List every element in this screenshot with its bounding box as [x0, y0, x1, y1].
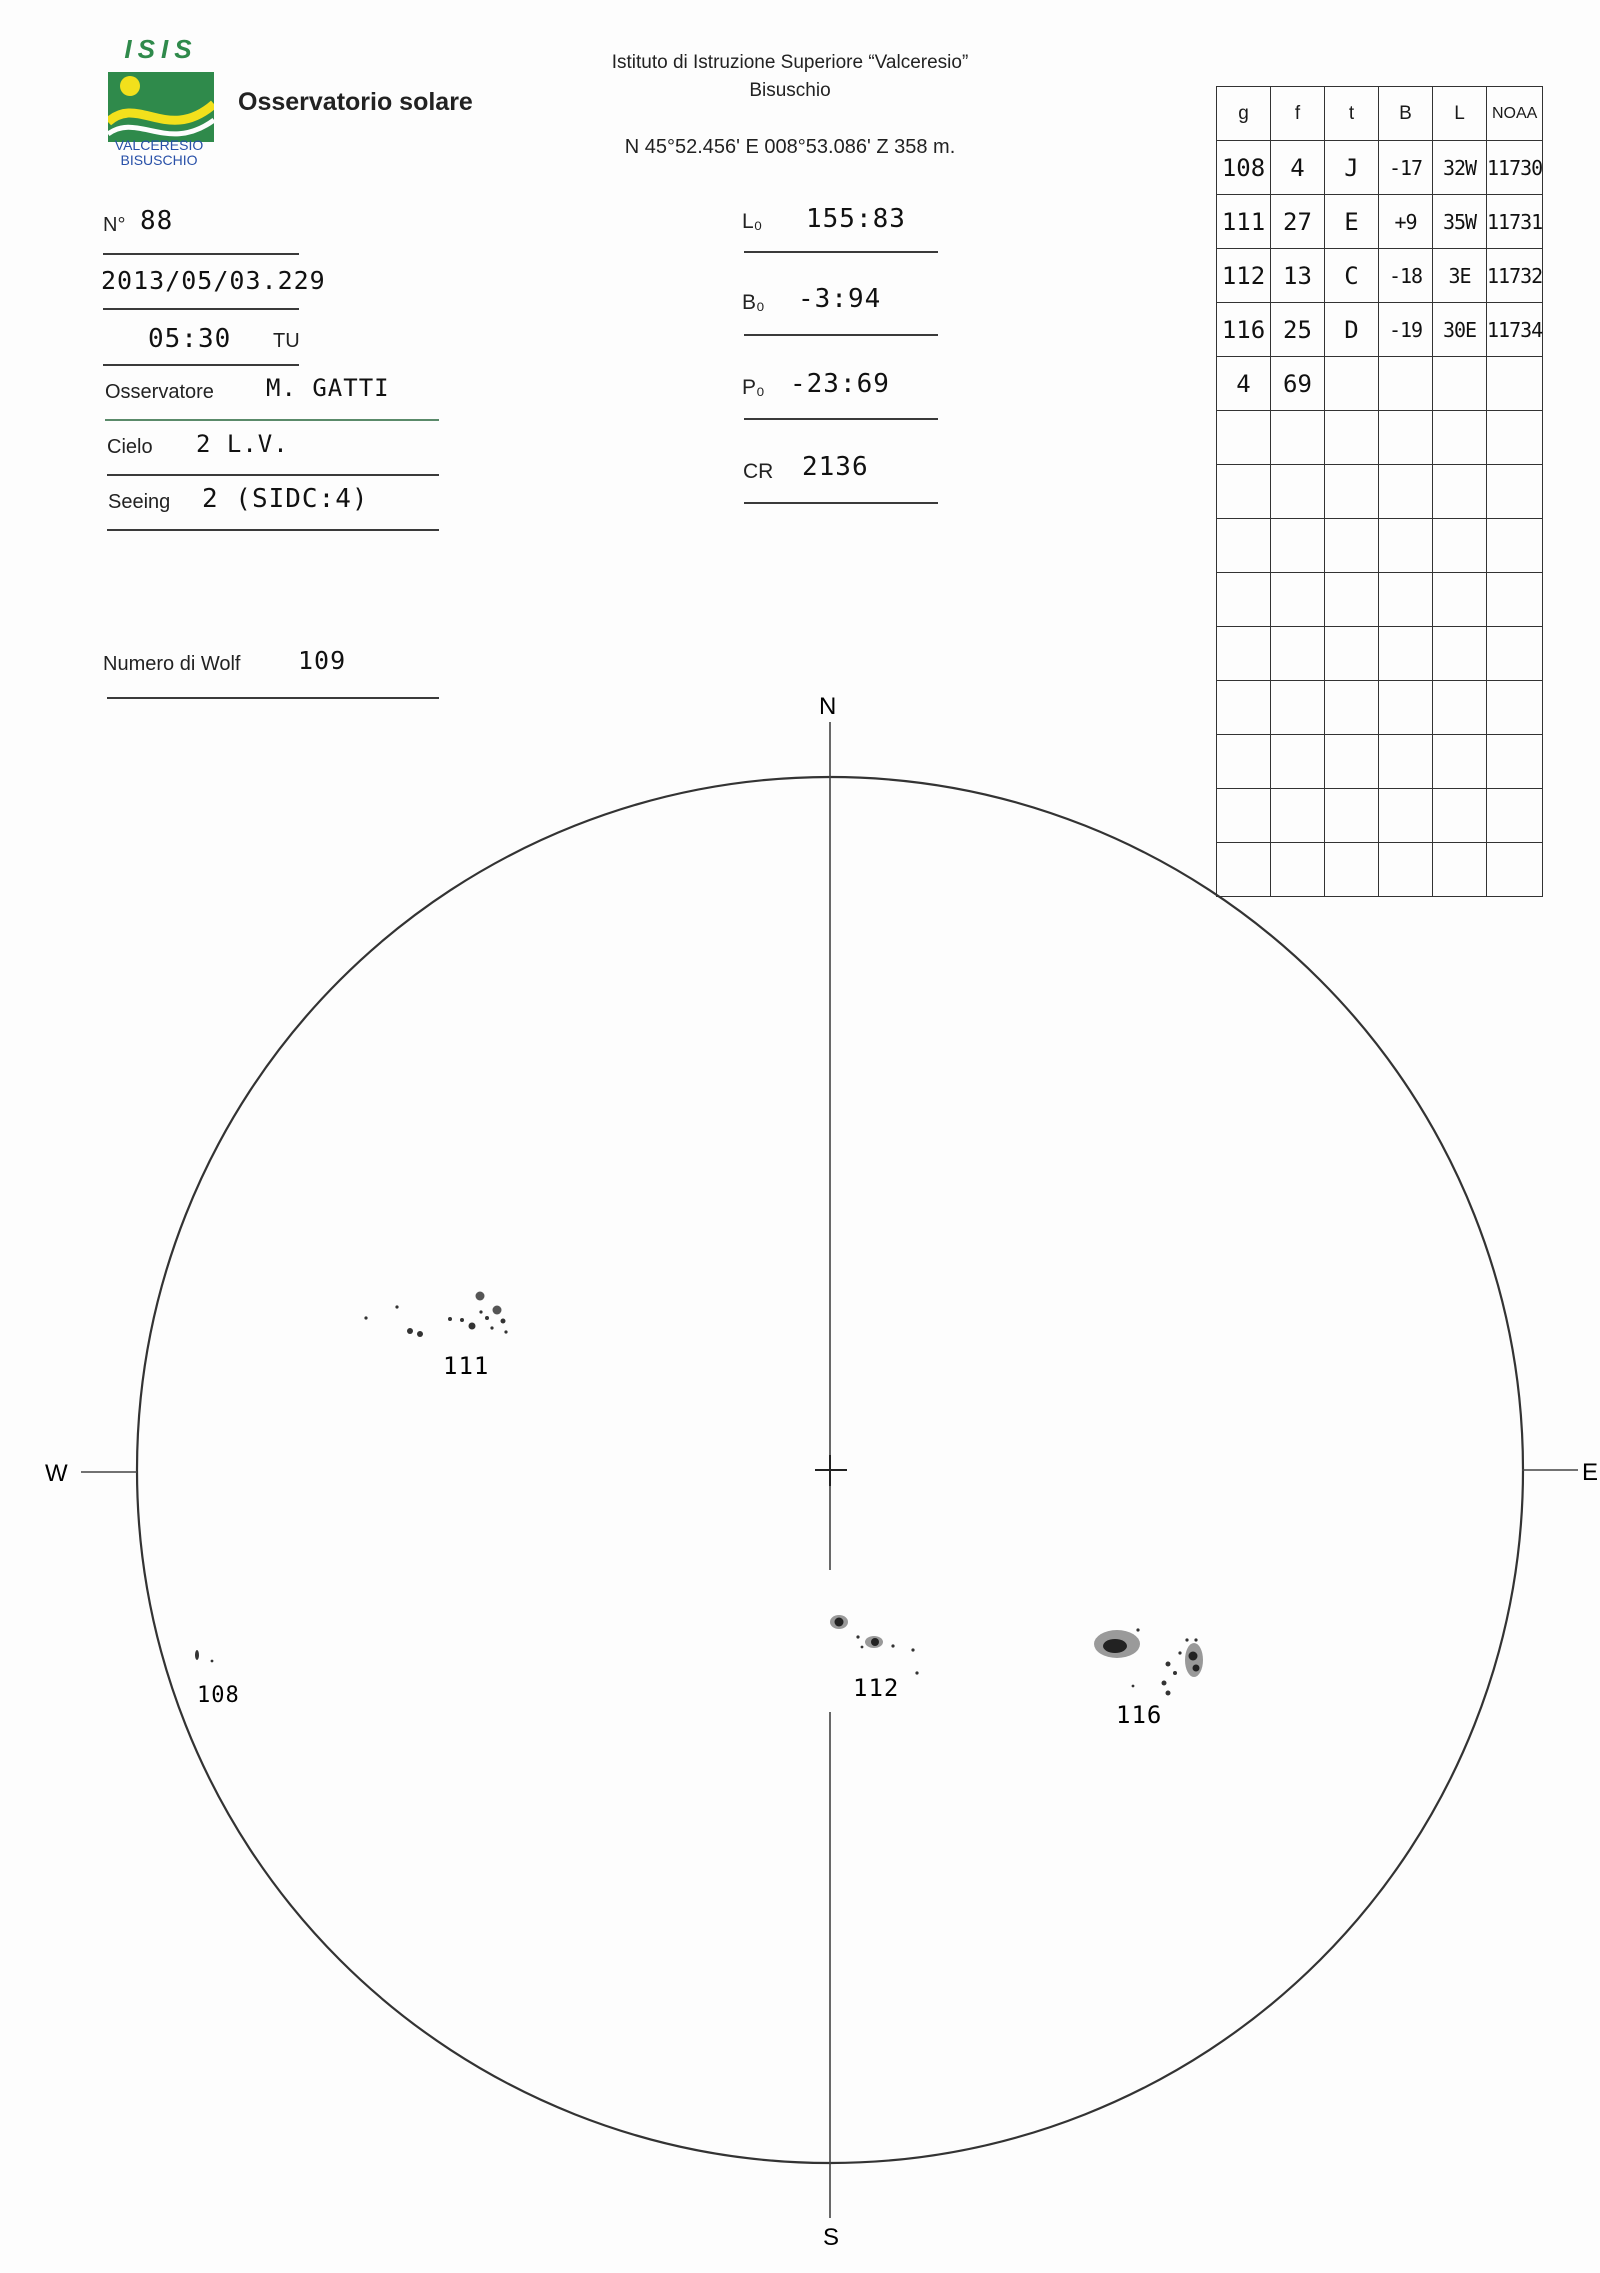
sunspot-group-108 [195, 1650, 213, 1662]
cr-label: CR [743, 460, 774, 483]
table-cell: 112 [1217, 249, 1271, 303]
observer-value: M. GATTI [266, 374, 390, 402]
table-cell: 27 [1271, 195, 1325, 249]
time-unit: TU [273, 330, 300, 352]
table-header-noaa: NOAA [1487, 87, 1543, 141]
table-cell: 11731 [1487, 195, 1543, 249]
b0-value: -3:94 [798, 284, 882, 314]
l0-label: L₀ [742, 210, 763, 233]
table-cell: 111 [1217, 195, 1271, 249]
table-cell: 3E [1433, 249, 1487, 303]
table-cell: -18 [1379, 249, 1433, 303]
observatory-title: Osservatorio solare [238, 88, 473, 116]
table-cell: -19 [1379, 303, 1433, 357]
table-cell: 30E [1433, 303, 1487, 357]
table-cell: E [1325, 195, 1379, 249]
table-cell: 25 [1271, 303, 1325, 357]
b0-label: B₀ [742, 291, 765, 314]
table-cell: 11732 [1487, 249, 1543, 303]
table-cell: D [1325, 303, 1379, 357]
site-coordinates: N 45°52.456' E 008°53.086' Z 358 m. [624, 136, 956, 158]
sky-label: Cielo [107, 436, 153, 458]
group-label-116: 116 [1116, 1701, 1163, 1729]
sunspot-group-116 [1094, 1628, 1203, 1695]
l0-value: 155:83 [806, 204, 906, 234]
table-cell: 108 [1217, 141, 1271, 195]
number-label: N° [103, 214, 126, 236]
table-header-b: B [1379, 87, 1433, 141]
observer-label: Osservatore [105, 381, 214, 403]
table-header-t: t [1325, 87, 1379, 141]
table-header-f: f [1271, 87, 1325, 141]
wolf-number-label: Numero di Wolf [103, 653, 241, 675]
table-cell: J [1325, 141, 1379, 195]
table-cell: 32W [1433, 141, 1487, 195]
table-cell: 4 [1271, 141, 1325, 195]
table-cell: 11734 [1487, 303, 1543, 357]
cr-value: 2136 [802, 452, 869, 482]
group-label-112: 112 [853, 1674, 900, 1702]
p0-value: -23:69 [790, 369, 890, 399]
seeing-label: Seeing [108, 491, 171, 513]
table-cell: 35W [1433, 195, 1487, 249]
sky-value: 2 L.V. [196, 430, 289, 458]
table-header-g: g [1217, 87, 1271, 141]
logo-text: ISIS [124, 34, 198, 64]
number-value: 88 [140, 206, 174, 236]
direction-north: N [819, 693, 837, 720]
sunspot-group-112 [830, 1615, 919, 1675]
table-header-l: L [1433, 87, 1487, 141]
school-town: Bisuschio [749, 80, 831, 101]
seeing-value: 2 (SIDC:4) [202, 484, 369, 514]
table-cell: 69 [1271, 357, 1325, 411]
table-cell: 13 [1271, 249, 1325, 303]
table-cell: 116 [1217, 303, 1271, 357]
wolf-number-value: 109 [298, 646, 347, 675]
date-value: 2013/05/03.229 [101, 266, 326, 295]
school-name: Istituto di Istruzione Superiore “Valceresio” [611, 52, 969, 73]
p0-label: P₀ [742, 376, 765, 399]
direction-west: W [45, 1460, 68, 1487]
table-cell: -17 [1379, 141, 1433, 195]
logo-subtitle-1: VALCERESIO [114, 137, 204, 153]
table-cell: 11730 [1487, 141, 1543, 195]
direction-south: S [823, 2224, 840, 2251]
sunspot-group-111 [364, 1292, 507, 1338]
group-label-111: 111 [443, 1352, 490, 1380]
logo-subtitle-2: BISUSCHIO [120, 152, 198, 168]
group-label-108: 108 [197, 1683, 240, 1708]
table-cell: 4 [1217, 357, 1271, 411]
direction-east: E [1582, 1459, 1599, 1486]
table-cell: +9 [1379, 195, 1433, 249]
time-value: 05:30 [148, 324, 232, 354]
table-cell: C [1325, 249, 1379, 303]
